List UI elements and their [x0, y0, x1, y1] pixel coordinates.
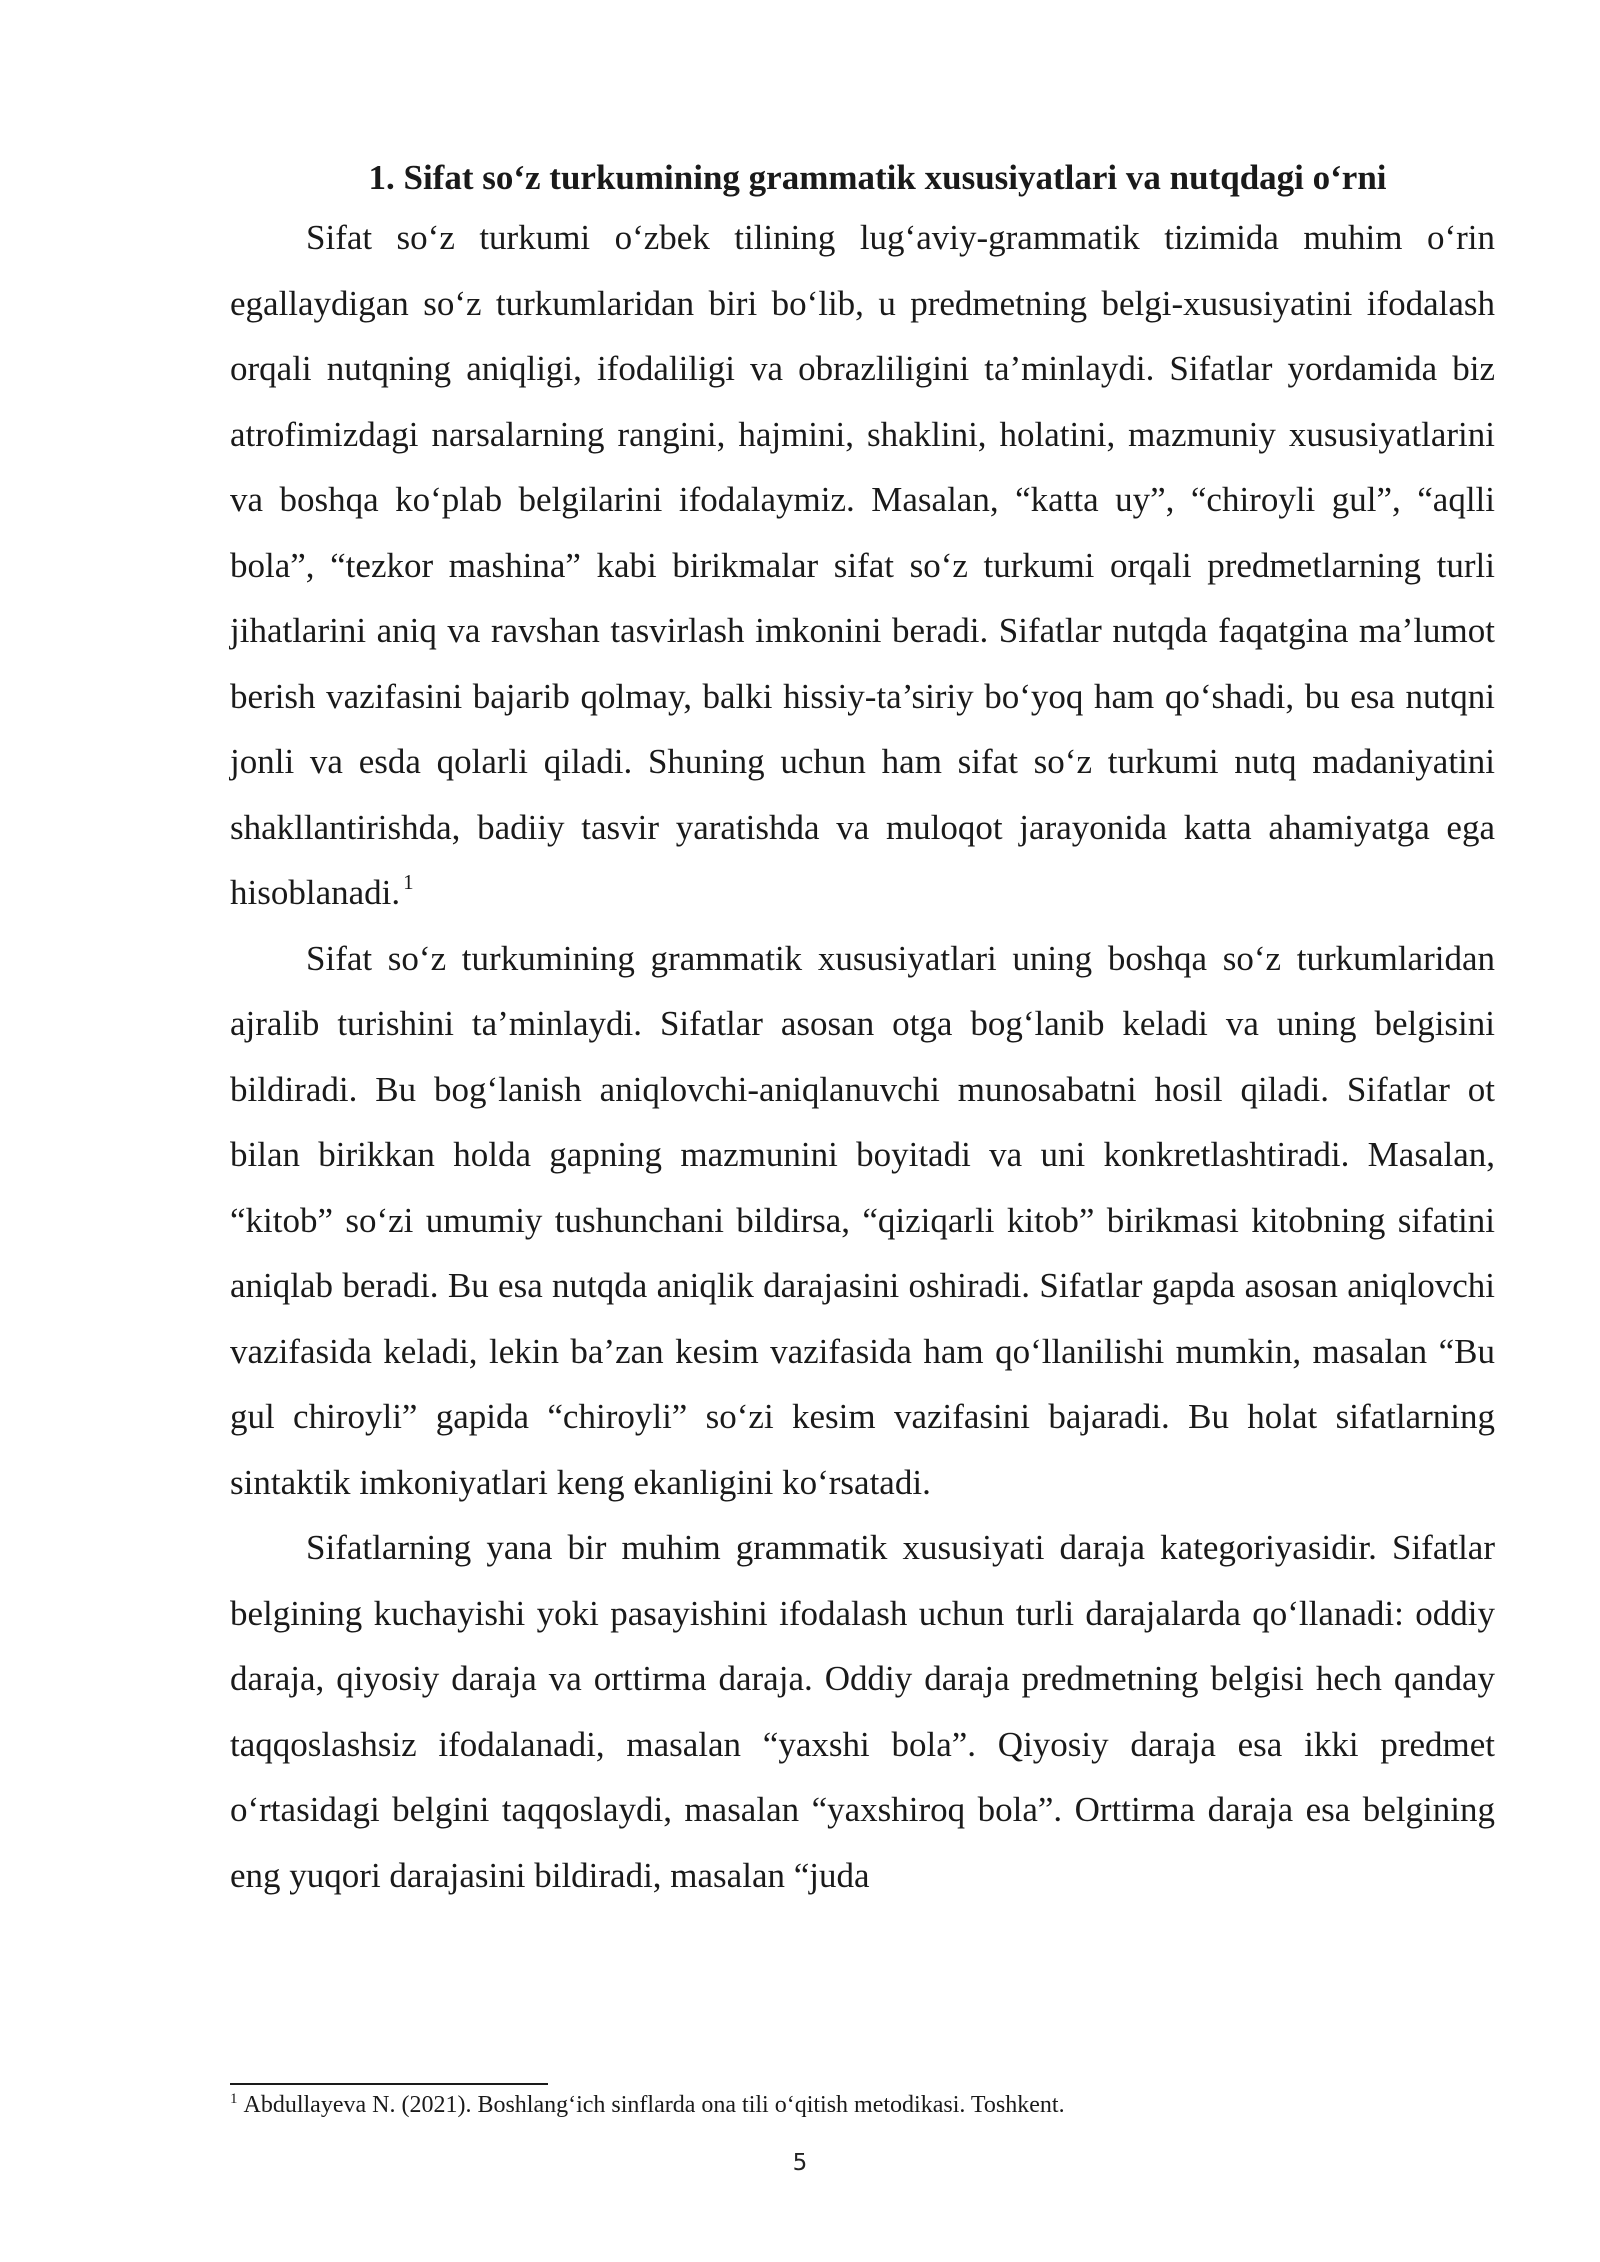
paragraph-2: Sifat so‘z turkumining grammatik xususiyatlari uning boshqa so‘z turkumlaridan ajralib turishini ta’minlaydi. Sifatlar asosan otga bog‘lanib keladi va uning belgisini bildiradi. Bu bog‘lanish aniqlovchi-aniqlanuvchi munosabatni hosil qiladi. Sifatlar ot bilan birikkan holda gapning mazmunini boyitadi va uni konkretlashtiradi. Masalan, “kitob” so‘zi umumiy tushunchani bildirsa, “qiziqarli kitob” birikmasi kitobning sifatini aniqlab beradi. Bu esa nutqda aniqlik darajasini oshiradi. Sifatlar gapda asosan aniqlovchi vazifasida keladi, lekin ba’zan kesim vazifasida ham qo‘llanilishi mumkin, masalan “Bu gul chiroyli” gapida “chiroyli” so‘zi kesim vazifasini bajaradi. Bu holat sifatlarning sintaktik imkoniyatlari keng ekanligini ko‘rsatadi. — [230, 938, 1495, 1502]
paragraph-1 — [230, 205, 1495, 926]
footnote — [230, 2090, 1495, 2120]
page-number: 5 — [792, 2150, 808, 2176]
footnote-number: 1 — [230, 2091, 238, 2107]
section-heading: 1. Sifat so‘z turkumining grammatik xususiyatlari va nutqdagi o‘rni — [368, 158, 1387, 197]
footnote-text: Abdullayeva N. (2021). Boshlang‘ich sinflarda ona tili o‘qitish metodikasi. Toshkent. — [243, 2092, 1065, 2118]
paragraph-3: Sifatlarning yana bir muhim grammatik xususiyati daraja kategoriyasidir. Sifatlar belgining kuchayishi yoki pasayishini ifodalash uchun turli darajalarda qo‘llanadi: oddiy daraja, qiyosiy daraja va orttirma daraja. Oddiy daraja predmetning belgisi hech qanday taqqoslashsiz ifodalanadi, masalan “yaxshi bola”. Qiyosiy daraja esa ikki predmet o‘rtasidagi belgini taqqoslaydi, masalan “yaxshiroq bola”. Orttirma daraja esa belgining eng yuqori darajasini bildiradi, masalan “juda — [230, 1528, 1495, 1895]
main-text — [230, 150, 1495, 1908]
paragraph-1-text: Sifat so‘z turkumi o‘zbek tilining lug‘aviy-grammatik tizimida muhim o‘rin egallaydigan so‘z turkumlaridan biri bo‘lib, u predmetning belgi-xususiyatini ifodalash orqali nutqning aniqligi, ifodaliligi va obrazliligini ta’minlaydi. Sifatlar yordamida biz atrofimizdagi narsalarning rangini, hajmini, shaklini, holatini, mazmuniy xususiyatlarini va boshqa ko‘plab belgilarini ifodalaymiz. Masalan, “katta uy”, “chiroyli gul”, “aqlli bola”, “tezkor mashina” kabi birikmalar sifat so‘z turkumi orqali predmetlarning turli jihatlarini aniq va ravshan tasvirlash imkonini beradi. Sifatlar nutqda faqatgina ma’lumot berish vazifasini bajarib qolmay, balki hissiy-ta’siriy bo‘yoq ham qo‘shadi, bu esa nutqni jonli va esda qolarli qiladi. Shuning uchun ham sifat so‘z turkumi nutq madaniyatini shakllantirishda, badiiy tasvir yaratishda va muloqot jarayonida katta ahamiyatga ega hisoblanadi. — [230, 218, 1495, 912]
footnote-separator — [230, 2083, 548, 2085]
footnote-reference[interactable]: 1 — [403, 870, 414, 894]
